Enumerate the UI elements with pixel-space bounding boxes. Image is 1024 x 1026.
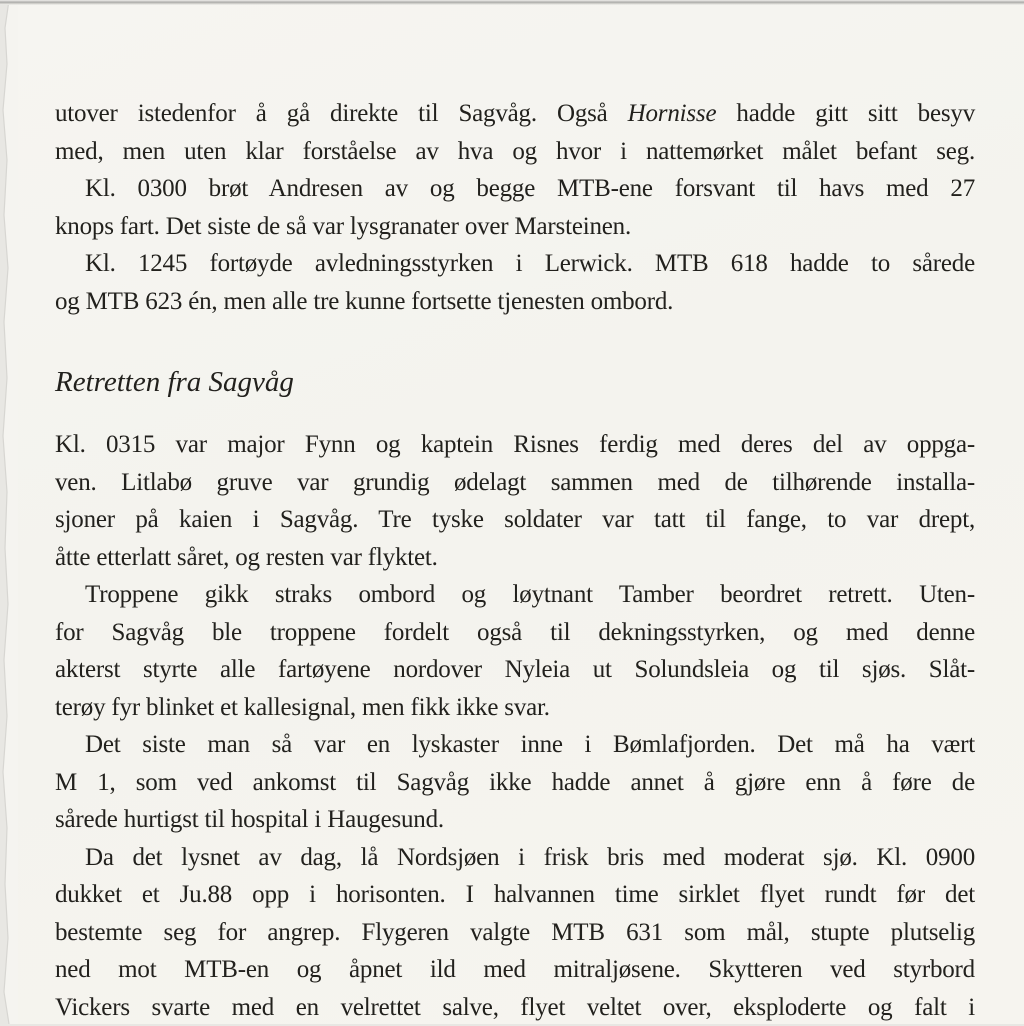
text-line: ven. Litlabø gruve var grundig ødelagt sammen med de tilhørende installa-: [55, 464, 975, 502]
line-segment: hadde gitt sitt besyv: [716, 100, 975, 127]
text-line: sjoner på kaien i Sagvåg. Tre tyske soldater var tatt til fange, to var drept,: [55, 501, 975, 539]
text-line: M 1, som ved ankomst til Sagvåg ikke hadde annet å gjøre enn å føre de: [55, 764, 975, 802]
text-line: bestemte seg for angrep. Flygeren valgte MTB 631 som mål, stupte plutselig: [55, 914, 975, 952]
scan-top-edge: [0, 0, 1024, 5]
text-line: dukket et Ju.88 opp i horisonten. I halvannen time sirklet flyet rundt før det: [55, 876, 975, 914]
text-line: Kl. 0315 var major Fynn og kaptein Risnes ferdig med deres del av oppga-: [55, 426, 975, 464]
continuation-paragraph: [55, 95, 975, 320]
text-line: Vickers svarte med en velrettet salve, flyet veltet over, eksploderte og falt i: [55, 989, 975, 1026]
text-line: [55, 95, 975, 133]
text-line: sårede hurtigst til hospital i Haugesund.: [55, 801, 975, 839]
text-line: ned mot MTB-en og åpnet ild med mitraljøsene. Skytteren ved styrbord: [55, 951, 975, 989]
text-line: for Sagvåg ble troppene fordelt også til dekningsstyrken, og med denne: [55, 614, 975, 652]
text-line: Kl. 0300 brøt Andresen av og begge MTB-ene forsvant til havs med 27: [55, 170, 975, 208]
text-line: Det siste man så var en lyskaster inne i Bømlafjorden. Det må ha vært: [55, 726, 975, 764]
deckle-edge: [0, 0, 18, 1024]
text-line: akterst styrte alle fartøyene nordover Nyleia ut Solundsleia og til sjøs. Slåt-: [55, 651, 975, 689]
text-line: terøy fyr blinket et kallesignal, men fikk ikke svar.: [55, 689, 975, 727]
line-segment: utover istedenfor å gå direkte til Sagvåg. Også: [55, 100, 628, 127]
section-heading: Retretten fra Sagvåg: [55, 362, 975, 402]
text-line: åtte etterlatt såret, og resten var flyktet.: [55, 539, 975, 577]
text-line: knops fart. Det siste de så var lysgranater over Marsteinen.: [55, 208, 975, 246]
page-text: [55, 95, 975, 1026]
text-line: Troppene gikk straks ombord og løytnant Tamber beordret retrett. Uten-: [55, 576, 975, 614]
section-body: [55, 426, 975, 1026]
ship-name-italic: Hornisse: [628, 100, 717, 127]
text-line: med, men uten klar forståelse av hva og hvor i nattemørket målet befant seg.: [55, 133, 975, 171]
text-line: og MTB 623 én, men alle tre kunne fortsette tjenesten ombord.: [55, 283, 975, 321]
text-line: Kl. 1245 fortøyde avledningsstyrken i Lerwick. MTB 618 hadde to sårede: [55, 245, 975, 283]
text-line: Da det lysnet av dag, lå Nordsjøen i frisk bris med moderat sjø. Kl. 0900: [55, 839, 975, 877]
